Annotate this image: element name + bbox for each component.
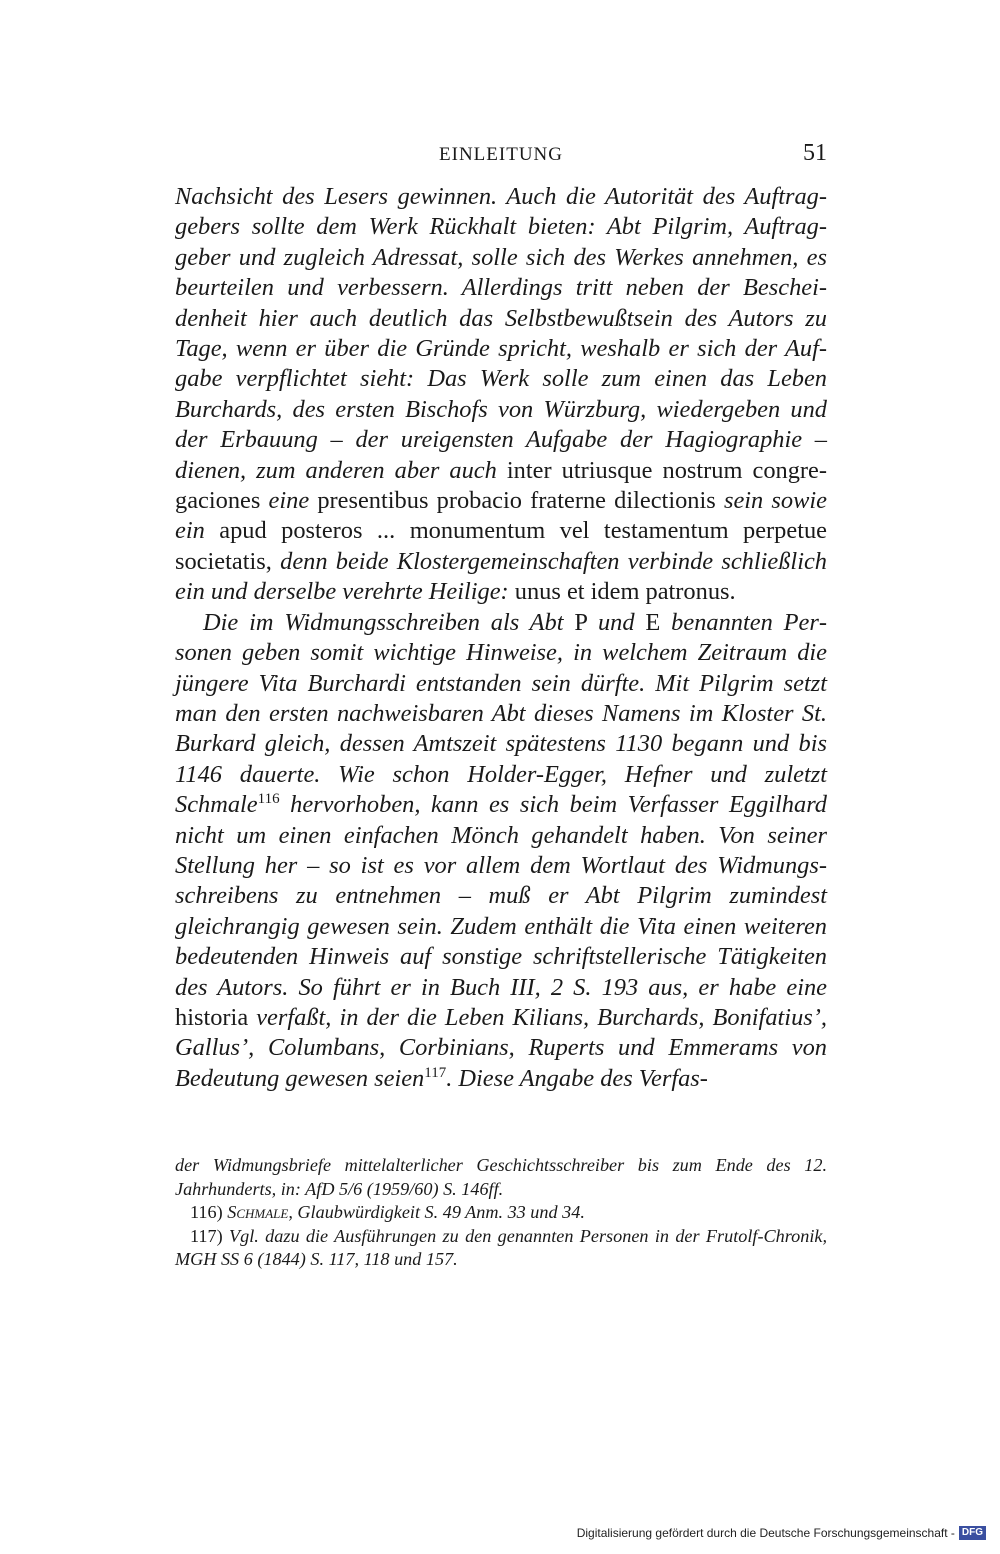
main-text xyxy=(175,182,827,1094)
footnote-continuation: der Widmungsbriefe mittelalterlicher Geschichtsschreiber bis zum Ende des 12. Jahrhunderts, in: AfD 5/6 (1959/60) S. 146ff. xyxy=(175,1155,827,1199)
footnote-116 xyxy=(175,1201,827,1225)
footnote-author: Schmale xyxy=(227,1202,289,1223)
paragraph-1-text: denn beide Klostergemeinschaften verbinde schließlich ein und derselbe verehrte Heilige: xyxy=(175,547,827,606)
latin-quote: E xyxy=(634,608,672,636)
paragraph-2-text: hervorhoben, kann es sich beim Verfasser Eggilhard nicht um einen einfachen Mönch gehandelt haben. Von seiner Stellung her – so ist es vor allem dem Wortlaut des Widmungsschreibens zu entnehmen – muß er Abt Pilgrim zumindest gleichrangig gewesen sein. Zudem enthält die Vita einen weiteren bedeutenden Hinweis auf sonstige schriftstellerische Tätigkeiten des Autors. So führt er in Buch III, 2 S. 193 aus, er habe eine xyxy=(175,791,827,1001)
paragraph-2-text: . Diese Angabe des Verfas- xyxy=(446,1064,708,1092)
footnotes xyxy=(175,1154,827,1272)
footnote-reference[interactable]: 117 xyxy=(424,1064,447,1081)
digitization-credit xyxy=(577,1526,986,1540)
dfg-logo: DFG xyxy=(959,1526,986,1540)
paragraph-2-text: benannten Personen geben somit wichtige Hinweise, in welchem Zeitraum die jüngere Vita Burchardi entstanden sein dürfte. Mit Pilgrim setzt man den ersten nachweisbaren Abt dieses Namens im Kloster St. Burkard gleich, dessen Amtszeit spätestens 1130 begann und bis 1146 dauerte. Wie schon Holder-Egger, Hefner und zuletzt Schmale xyxy=(175,608,827,819)
running-title: EINLEITUNG xyxy=(439,144,563,165)
footnote-text: Vgl. dazu die Ausführungen zu den genannten Personen in der Frutolf-Chronik, MGH SS 6 (1844) S. 117, 118 und 157. xyxy=(175,1225,828,1270)
footnote-number: 116) xyxy=(190,1202,223,1223)
paragraph-2 xyxy=(175,608,827,1095)
paragraph-2-text: verfaßt, in der die Leben Kilians, Burchards, Bonifatius’, Gallus’, Columbans, Corbinians, Ruperts und Emmerams von Bedeutung gewesen seien xyxy=(175,1003,827,1092)
paragraph-1-text: Nachsicht des Lesers gewinnen. Auch die Autorität des Auftraggebers sollte dem Werk Rückhalt bieten: Abt Pilgrim, Auftraggeber und zugleich Adressat, solle sich des Werkes annehmen, es beurteilen und verbessern. Allerdings tritt neben der Bescheidenheit hier auch deutlich das Selbstbewußtsein des Autors zu Tage, wenn er über die Gründe spricht, weshalb er sich der Aufgabe verpflichtet sieht: Das Werk solle zum einen das Leben Burchards, des ersten Bischofs von Würzburg, wiedergeben und der Erbauung – der ureigensten Aufgabe der Hagiographie – dienen, zum anderen aber auch xyxy=(175,183,827,484)
footnote-number: 117) xyxy=(190,1225,223,1246)
paragraph-2-text: Die im Widmungsschreiben als Abt xyxy=(203,608,564,636)
latin-quote: presentibus probacio fraterne dilectionis xyxy=(309,487,724,515)
footnote-text: , Glaubwürdigkeit S. 49 Anm. 33 und 34. xyxy=(288,1202,585,1223)
paragraph-1-text: eine xyxy=(268,487,310,515)
page-number: 51 xyxy=(803,140,827,166)
latin-quote: unus et idem patronus. xyxy=(508,578,736,606)
paragraph-2-text: und xyxy=(597,608,635,636)
paragraph-1-text: sein sowie ein xyxy=(175,487,827,545)
latin-quote: historia xyxy=(175,1003,257,1031)
credit-text: Digitalisierung gefördert durch die Deutsche Forschungsgemeinschaft - xyxy=(576,1526,955,1540)
footnote-reference[interactable]: 116 xyxy=(257,791,280,808)
latin-quote: P xyxy=(563,608,598,636)
paragraph-1 xyxy=(175,182,827,608)
running-head xyxy=(175,140,827,170)
latin-quote: apud posteros ... monumentum vel testamentum perpetue societatis, xyxy=(175,517,827,575)
footnote-117 xyxy=(175,1225,827,1272)
latin-quote: inter utriusque nostrum congregaciones xyxy=(175,456,827,515)
